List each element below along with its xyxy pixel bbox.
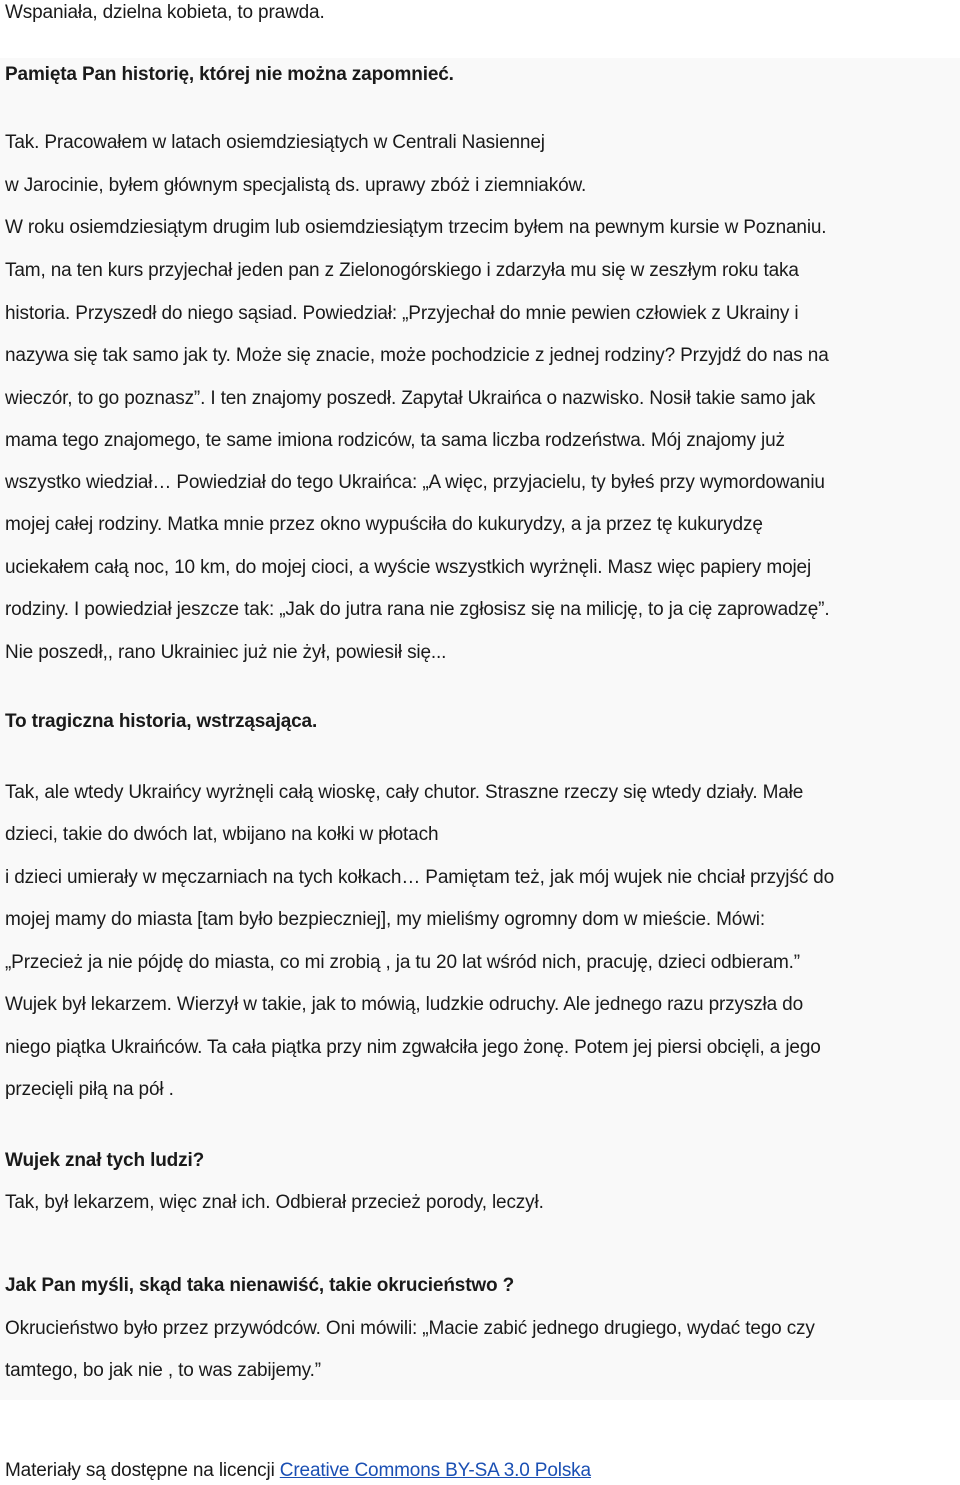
text-line: W roku osiemdziesiątym drugim lub osiemdziesiątym trzecim byłem na pewnym kursie w Poznaniu.: [5, 217, 827, 238]
text-line: Okrucieństwo było przez przywódców. Oni mówili: „Macie zabić jednego drugiego, wydać tego czy: [5, 1318, 815, 1339]
text-line: Tam, na ten kurs przyjechał jeden pan z Zielonogórskiego i zdarzyła mu się w zeszłym roku taka: [5, 260, 799, 281]
text-line: przecięli piłą na pół .: [5, 1079, 174, 1100]
text-line: uciekałem całą noc, 10 km, do mojej cioci, a wyście wszystkich wyrżnęli. Masz więc papiery mojej: [5, 557, 812, 578]
text-line: „Przecież ja nie pójdę do miasta, co mi zrobią , ja tu 20 lat wśród nich, pracuję, dzieci odbieram.”: [5, 952, 800, 973]
text-line: historia. Przyszedł do niego sąsiad. Powiedział: „Przyjechał do mnie pewien człowiek z Ukrainy i: [5, 303, 799, 324]
text-line: Tak, ale wtedy Ukraińcy wyrżnęli całą wioskę, cały chutor. Straszne rzeczy się wtedy działy. Małe: [5, 782, 804, 803]
text-line: nazywa się tak samo jak ty. Może się znacie, może pochodzicie z jednej rodziny? Przyjdź do nas na: [5, 345, 829, 366]
question-line: Wujek znał tych ludzi?: [5, 1150, 205, 1171]
question-line: Jak Pan myśli, skąd taka nienawiść, takie okrucieństwo ?: [5, 1275, 515, 1296]
text-line: mojej całej rodziny. Matka mnie przez okno wypuściła do kukurydzy, a ja przez tę kukurydzę: [5, 514, 763, 535]
text-line: Tak. Pracowałem w latach osiemdziesiątych w Centrali Nasiennej: [5, 132, 545, 153]
text-line: w Jarocinie, byłem głównym specjalistą ds. uprawy zbóż i ziemniaków.: [5, 175, 587, 196]
text-line: mama tego znajomego, te same imiona rodziców, ta sama liczba rodzeństwa. Mój znajomy już: [5, 430, 785, 451]
question-line: Pamięta Pan historię, której nie można zapomnieć.: [5, 64, 454, 85]
text-line: Tak, był lekarzem, więc znał ich. Odbierał przecież porody, leczył.: [5, 1192, 544, 1213]
text-line: Nie poszedł,, rano Ukrainiec już nie żył, powiesił się...: [5, 642, 447, 663]
license-text: Materiały są dostępne na licencji: [5, 1460, 280, 1481]
license-link[interactable]: Creative Commons BY-SA 3.0 Polska: [279, 1460, 591, 1481]
text-line: rodziny. I powiedział jeszcze tak: „Jak do jutra rana nie zgłosisz się na milicję, to ja cię zaprowadzę”.: [5, 599, 830, 620]
text-line: Wujek był lekarzem. Wierzył w takie, jak to mówią, ludzkie odruchy. Ale jednego razu przyszła do: [5, 994, 804, 1015]
text-line: i dzieci umierały w męczarniach na tych kołkach… Pamiętam też, jak mój wujek nie chciał przyjść do: [5, 867, 835, 888]
text-line: wszystko wiedział… Powiedział do tego Ukraińca: „A więc, przyjacielu, ty byłeś przy wymordowaniu: [5, 472, 825, 493]
text-line: wieczór, to go poznasz”. I ten znajomy poszedł. Zapytał Ukraińca o nazwisko. Nosił takie samo jak: [5, 388, 816, 409]
text-line: dzieci, takie do dwóch lat, wbijano na kołki w płotach: [5, 824, 439, 845]
question-line: To tragiczna historia, wstrząsająca.: [5, 711, 318, 732]
text-line: niego piątka Ukraińców. Ta cała piątka przy nim zgwałciła jego żonę. Potem jej piersi obcięli, a jego: [5, 1037, 821, 1058]
text-line: Wspaniała, dzielna kobieta, to prawda.: [5, 2, 325, 23]
text-line: tamtego, bo jak nie , to was zabijemy.”: [5, 1360, 321, 1381]
license-footer: [5, 1459, 591, 1483]
text-line: mojej mamy do miasta [tam było bezpieczniej], my mieliśmy ogromny dom w mieście. Mówi:: [5, 909, 765, 930]
